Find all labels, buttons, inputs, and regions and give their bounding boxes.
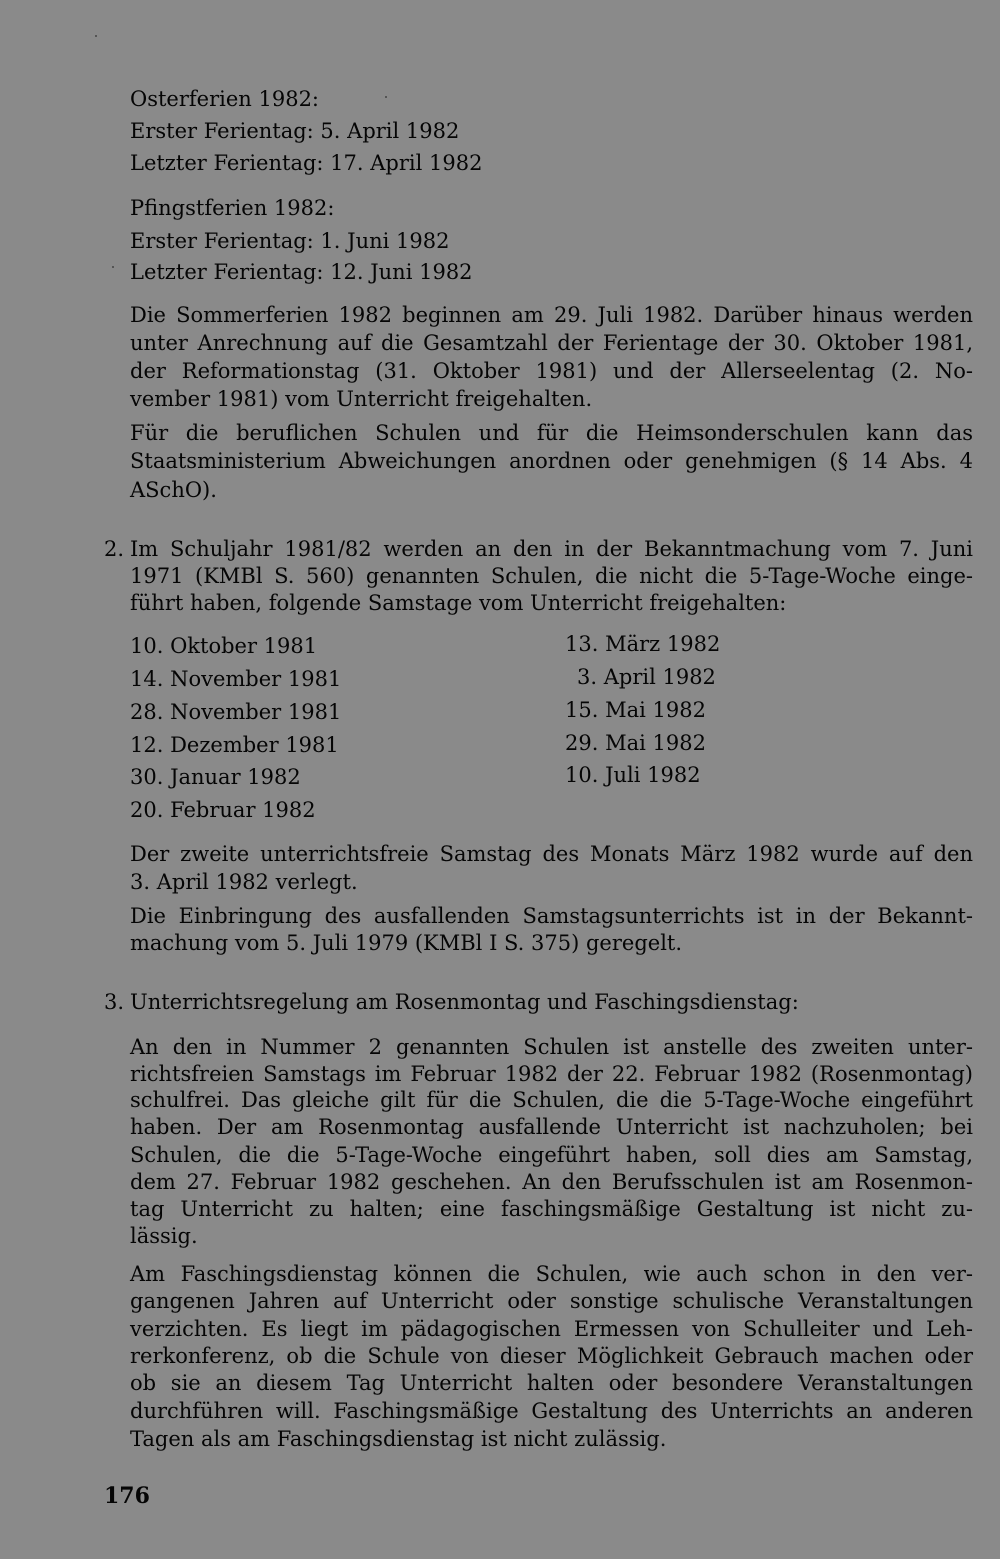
section-2-note-line: Der zweite unterrichtsfreie Samstag des Monats März 1982 wurde auf den: [130, 842, 973, 866]
summer-paragraph-line: vember 1981) vom Unterricht freigehalten.: [130, 387, 593, 411]
pentecost-title: Pfingstferien 1982:: [130, 196, 335, 220]
scan-speck: [112, 266, 114, 268]
saturday-date: 14. November 1981: [130, 667, 342, 691]
easter-last-day: Letzter Ferientag: 17. April 1982: [130, 151, 483, 175]
section-3-para2-line: durchführen will. Faschingsmäßige Gestaltung des Unterrichts an anderen: [130, 1399, 973, 1423]
easter-title: Osterferien 1982:: [130, 87, 319, 111]
saturday-date: 13. März 1982: [565, 632, 721, 656]
saturday-date: 15. Mai 1982: [565, 698, 706, 722]
section-3-para2-line: rerkonferenz, ob die Schule von dieser Möglichkeit Gebrauch machen oder: [130, 1344, 973, 1368]
section-2-note-line: machung vom 5. Juli 1979 (KMBl I S. 375) geregelt.: [130, 931, 683, 955]
section-3-para2-line: gangenen Jahren auf Unterricht oder sonstige schulische Veranstaltungen: [130, 1289, 973, 1313]
vocational-paragraph-line: Für die beruflichen Schulen und für die Heimsonderschulen kann das: [130, 421, 973, 445]
saturday-date: 20. Februar 1982: [130, 798, 316, 822]
section-3-para2-line: verzichten. Es liegt im pädagogischen Ermessen von Schulleiter und Leh-: [130, 1317, 973, 1341]
section-2-intro-line: 1971 (KMBl S. 560) genannten Schulen, die nicht die 5-Tage-Woche einge-: [130, 564, 973, 588]
section-3-para1-line: Schulen, die die 5-Tage-Woche eingeführt haben, soll dies am Samstag,: [130, 1143, 973, 1167]
section-2-number: 2.: [104, 537, 125, 561]
section-3-para2-line: Tagen als am Faschingsdienstag ist nicht zulässig.: [130, 1427, 667, 1451]
section-3-number: 3.: [104, 990, 125, 1014]
summer-paragraph-line: unter Anrechnung auf die Gesamtzahl der Ferientage der 30. Oktober 1981,: [130, 331, 973, 355]
section-3-para1-line: An den in Nummer 2 genannten Schulen ist anstelle des zweiten unter-: [130, 1035, 973, 1059]
section-3-para1-line: richtsfreien Samstags im Februar 1982 der 22. Februar 1982 (Rosenmontag): [130, 1062, 973, 1086]
section-2-intro-line: führt haben, folgende Samstage vom Unterricht freigehalten:: [130, 591, 787, 615]
saturday-date: 12. Dezember 1981: [130, 733, 339, 757]
section-3-para1-line: tag Unterricht zu halten; eine faschingsmäßige Gestaltung ist nicht zu-: [130, 1197, 973, 1221]
section-3-heading: Unterrichtsregelung am Rosenmontag und Faschingsdienstag:: [130, 990, 799, 1014]
section-3-para1-line: dem 27. Februar 1982 geschehen. An den Berufsschulen ist am Rosenmon-: [130, 1170, 973, 1194]
vocational-paragraph-line: ASchO).: [130, 478, 217, 502]
saturday-date: 29. Mai 1982: [565, 731, 706, 755]
section-3-para2-line: Am Faschingsdienstag können die Schulen, wie auch schon in den ver-: [130, 1262, 973, 1286]
section-2-note-line: 3. April 1982 verlegt.: [130, 870, 358, 894]
saturday-date: 10. Juli 1982: [565, 763, 701, 787]
scan-speck: [385, 96, 387, 98]
pentecost-last-day: Letzter Ferientag: 12. Juni 1982: [130, 260, 473, 284]
summer-paragraph-line: Die Sommerferien 1982 beginnen am 29. Juli 1982. Darüber hinaus werden: [130, 303, 973, 327]
saturday-date: 28. November 1981: [130, 700, 342, 724]
section-3-para2-line: ob sie an diesem Tag Unterricht halten oder besondere Veranstaltungen: [130, 1371, 973, 1395]
section-3-para1-line: haben. Der am Rosenmontag ausfallende Unterricht ist nachzuholen; bei: [130, 1115, 973, 1139]
section-2-note-line: Die Einbringung des ausfallenden Samstagsunterrichts ist in der Bekannt-: [130, 904, 973, 928]
vocational-paragraph-line: Staatsministerium Abweichungen anordnen oder genehmigen (§ 14 Abs. 4: [130, 449, 973, 473]
section-3-para1-line: schulfrei. Das gleiche gilt für die Schulen, die die 5-Tage-Woche eingeführt: [130, 1088, 973, 1112]
saturday-date: 10. Oktober 1981: [130, 634, 318, 658]
summer-paragraph-line: der Reformationstag (31. Oktober 1981) und der Allerseelentag (2. No-: [130, 359, 973, 383]
saturday-date: 3. April 1982: [577, 665, 716, 689]
pentecost-first-day: Erster Ferientag: 1. Juni 1982: [130, 229, 450, 253]
easter-first-day: Erster Ferientag: 5. April 1982: [130, 119, 460, 143]
section-2-intro-line: Im Schuljahr 1981/82 werden an den in der Bekanntmachung vom 7. Juni: [130, 537, 973, 561]
scan-speck: [95, 35, 97, 37]
saturday-date: 30. Januar 1982: [130, 765, 301, 789]
section-3-para1-line: lässig.: [130, 1224, 198, 1248]
page-number: 176: [104, 1483, 150, 1509]
